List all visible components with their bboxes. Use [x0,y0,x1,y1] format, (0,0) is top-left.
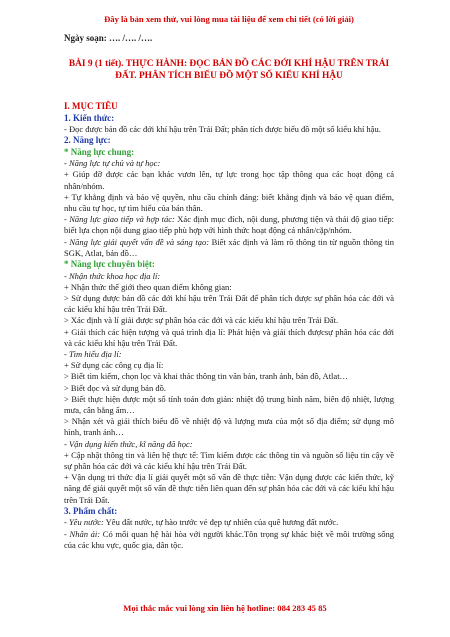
paragraph: + Sử dụng các công cụ địa lí: [64,360,164,371]
general-competence-heading: * Năng lực chung: [64,146,135,157]
paragraph [64,529,394,551]
paragraph: - Đọc được bản đồ các đới khí hậu trên Trái Đất; phân tích được biểu đồ một số kiểu khí hậu. [64,124,381,134]
paragraph [64,237,394,259]
paragraph: + Vận dụng tri thức địa lí giải quyết một số vấn đề thực tiễn: Vận dụng được các kiến thức, kỹ năng để giải quyết một số vấn đề thực tiễn liên quan đến sự phân hóa các đới và các kiểu khí hậu trên Trái Đất. [64,472,394,505]
paragraph: + Nhận thức thế giới theo quan điểm không gian: [64,281,232,292]
paragraph: > Biết đọc và sử dụng bản đồ. [64,382,166,393]
hotline-footer: Mọi thắc mắc vui lòng xin liên hệ hotline: 084 283 45 85 [123,603,327,613]
paragraph-label: - Năng lực giải quyết vấn đề và sáng tạo: [64,236,210,247]
quality-heading: 3. Phẩm chất: [64,505,118,516]
paragraph [64,517,394,528]
paragraph: > Nhận xét và giải thích biểu đồ về nhiệt độ và lượng mưa của một số địa điểm; sử dụng mô hình, tranh ảnh… [64,416,394,438]
competence-heading: 2. Năng lực: [64,135,111,146]
paragraph: > Xác định và lí giải được sự phân hóa các đới và các kiểu khí hậu trên Trái Đất. [64,315,339,326]
paragraph-label: - Năng lực giao tiếp và hợp tác: [64,214,175,225]
paragraph: - Tìm hiểu địa lí: [64,348,122,359]
paragraph: - Nhận thức khoa học địa lí: [64,270,161,281]
specific-competence-heading: * Năng lực chuyên biệt: [64,259,155,270]
paragraph: + Tự khẳng định và bảo vệ quyền, nhu cầu chính đáng: biết khẳng định và bảo vệ quan điểm, nhu cầu tự học, tự tìm hiểu của bản thân. [64,191,394,214]
paragraph-label: - Yêu nước: [64,517,104,528]
paragraph: + Cập nhật thông tin và liên hệ thực tế: Tìm kiếm được các thông tin và nguồn số liệu tin cậy về sự phân hóa các đới và các kiểu khí hậu trên Trái Đất. [64,449,394,471]
paragraph-label: - Nhân ái: [64,528,101,539]
preview-banner: Đây là bản xem thử, vui lòng mua tài liệu để xem chi tiết (có lời giải) [104,14,354,24]
knowledge-heading: 1. Kiến thức: [64,112,115,123]
lesson-title: BÀI 9 (1 tiết). THỰC HÀNH: ĐỌC BẢN ĐỒ CÁC ĐỚI KHÍ HẬU TRÊN TRÁI ĐẤT. PHÂN TÍCH BIỂU ĐỒ MỘT SỐ KIỂU KHÍ HẬU [68,59,390,81]
paragraph: + Giúp đỡ được các bạn khác vươn lên, tự lực trong học tập thông qua các hoạt động cá nhân/nhóm. [64,169,394,191]
date-line: Ngày soạn: …. /…. /…. [64,33,153,43]
paragraph: > Biết tìm kiếm, chọn lọc và khai thác thông tin văn bản, tranh ảnh, bản đồ, Atlat… [64,371,349,382]
paragraph: + Giải thích các hiện tượng và quá trình địa lí: Phát hiện và giải thích đượcsự phân hóa các đới và các kiểu khí hậu trên Trái Đất. [64,326,394,348]
paragraph-text: Xác định mục đích, nội dung, phương tiện và thái độ giao tiếp: biết lựa chọn nội dung giao tiếp phù hợp với hình thức hoạt động cá nhân/cặp/nhóm. [64,214,394,236]
paragraph-text: Có mối quan hệ hài hòa với người khác.Tôn trọng sự khác biệt về môi trường sống của các khu vực, quốc gia, dân tộc. [64,528,394,550]
section-objectives-heading: I. MỤC TIÊU [64,101,118,111]
paragraph: - Năng lực tự chủ và tự học: [64,158,161,169]
paragraph-text: Yêu đất nước, tự hào trước vẻ đẹp tự nhiên của quê hương đất nước. [103,517,339,528]
paragraph: - Vận dụng kiến thức, kĩ năng đã học: [64,438,193,449]
paragraph-text: Biết xác định và làm rõ thông tin từ nguồn thông tin SGK, Atlat, bản đồ… [64,236,394,258]
paragraph: > Biết thực hiện được một số tính toán đơn giản: nhiệt độ trung bình năm, biên độ nhiệt, lượng mưa, cân bằng ẩm… [64,393,394,415]
paragraph [64,214,394,236]
paragraph: > Sử dụng được bản đồ các đới khí hậu trên Trái Đất để phân tích được sự phân hóa các đới và các kiểu khí hậu trên Trái Đất. [64,292,394,315]
